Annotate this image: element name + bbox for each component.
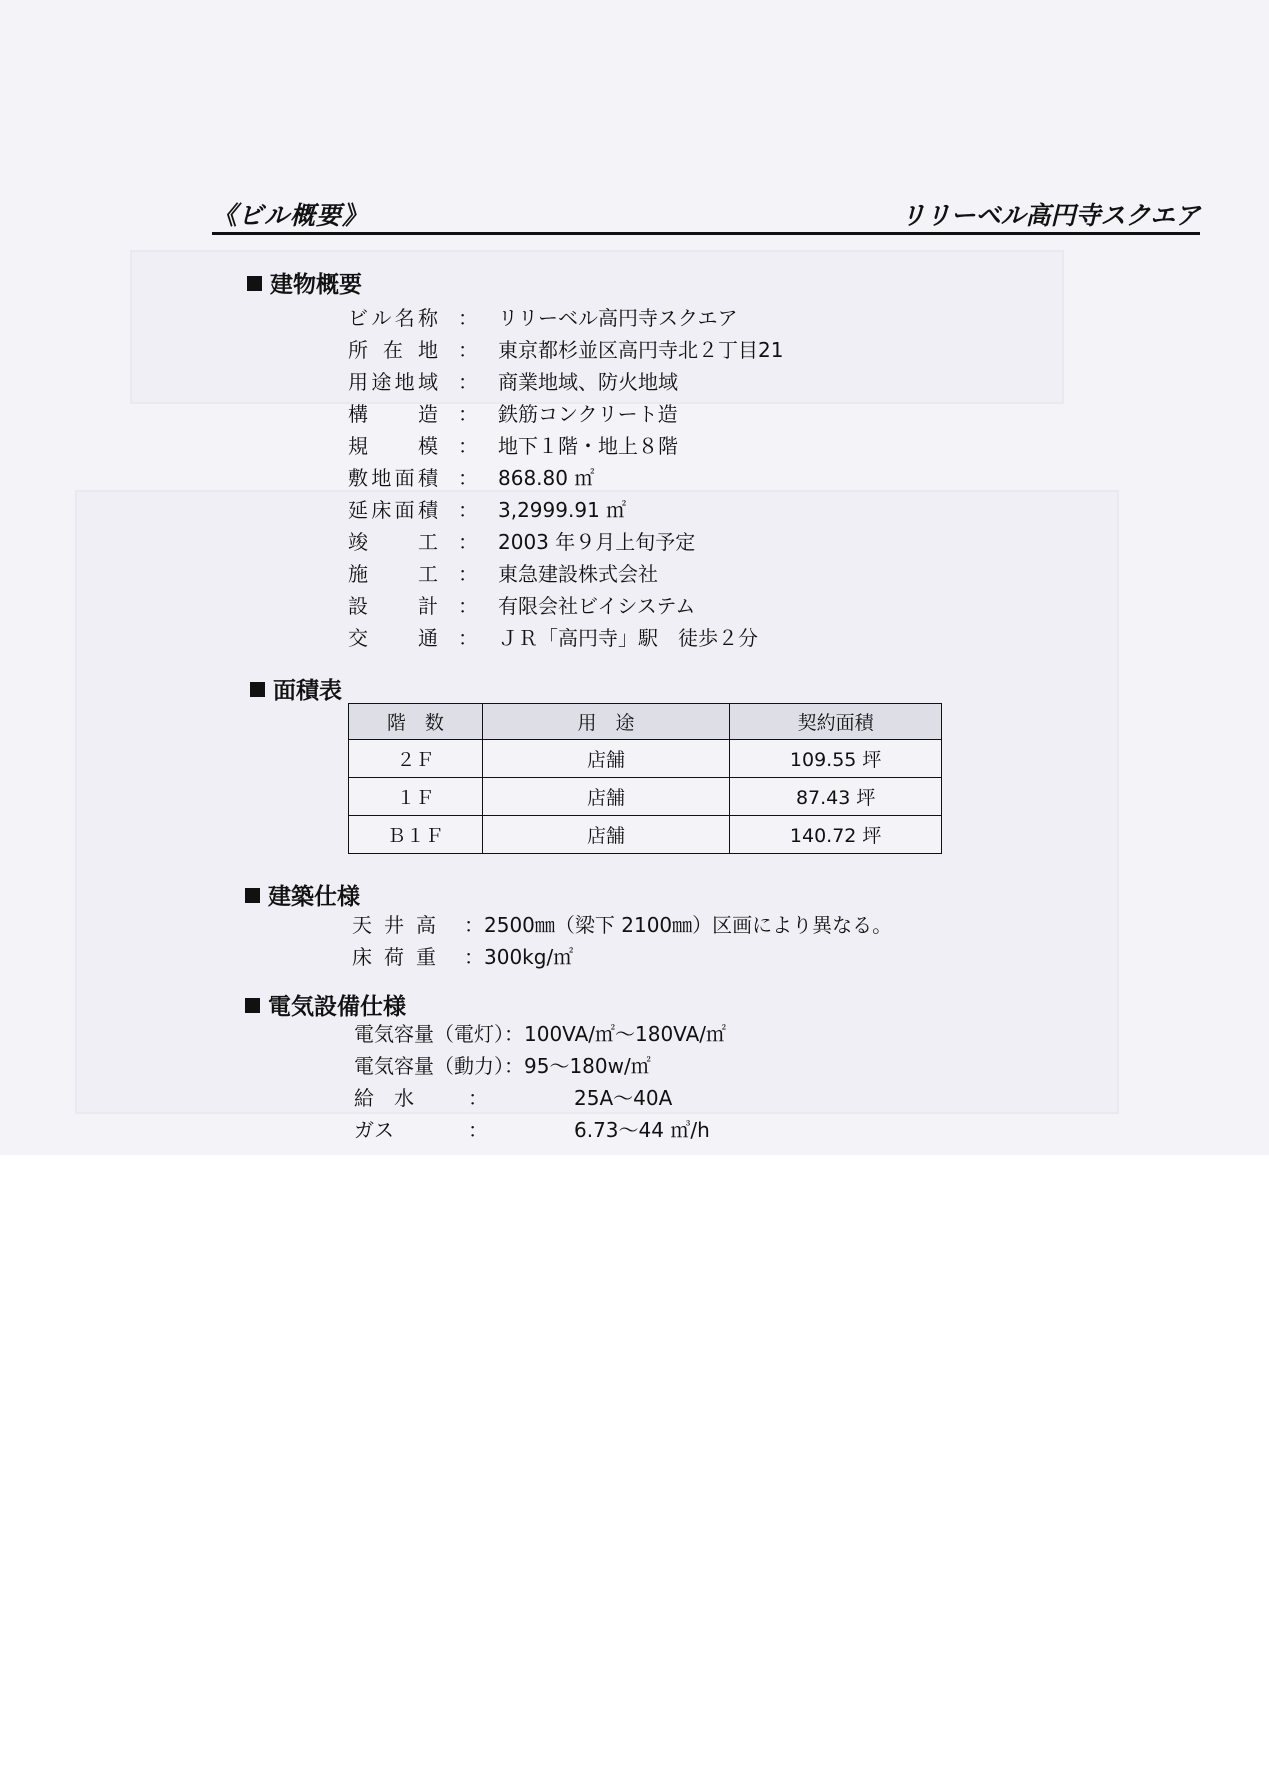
row-text: 電気容量（電灯）：100VA/㎡～180VA/㎡	[354, 1022, 726, 1046]
column-header-floor: 階 数	[349, 704, 483, 740]
square-bullet-icon	[245, 888, 260, 903]
row-colon: ：	[468, 1086, 488, 1110]
row-colon: ：	[458, 370, 478, 394]
row-label: 天井高	[352, 913, 436, 937]
area-table	[348, 703, 942, 854]
row-value: 東急建設株式会社	[498, 562, 658, 586]
cell-usage: 店舗	[482, 740, 730, 778]
section-heading: 面積表	[273, 678, 342, 704]
row-label: 所在地	[348, 338, 438, 362]
row-label: 延床面積	[348, 498, 438, 522]
row-label: 床荷重	[352, 945, 436, 969]
row-value: 3,2999.91 ㎡	[498, 498, 627, 522]
cell-floor: Ｂ１Ｆ	[349, 816, 483, 854]
row-label: 用途地域	[348, 370, 438, 394]
square-bullet-icon	[245, 998, 260, 1013]
row-colon: ：	[458, 306, 478, 330]
row-value: 有限会社ビイシステム	[498, 594, 696, 618]
row-value: 25A～40A	[574, 1086, 673, 1110]
row-colon: ：	[458, 434, 478, 458]
cell-floor: ２Ｆ	[349, 740, 483, 778]
row-label: 竣工	[348, 530, 438, 554]
row-label: 設計	[348, 594, 438, 618]
row-colon: ：	[458, 562, 478, 586]
row-label: 給 水	[354, 1086, 414, 1110]
row-value: ＪＲ「高円寺」駅 徒歩２分	[498, 626, 758, 650]
cell-floor: １Ｆ	[349, 778, 483, 816]
row-value: 地下１階・地上８階	[498, 434, 678, 458]
cell-contract-area: 87.43 坪	[730, 778, 942, 816]
page-header	[212, 196, 1200, 235]
row-label: 構造	[348, 402, 438, 426]
row-value: リリーベル高円寺スクエア	[498, 306, 738, 330]
table-row	[349, 740, 942, 778]
row-value: 868.80 ㎡	[498, 466, 595, 490]
row-label: 交通	[348, 626, 438, 650]
row-label: 敷地面積	[348, 466, 438, 490]
cell-usage: 店舗	[482, 778, 730, 816]
header-title-left: 《ビル概要》	[212, 201, 369, 230]
row-label: ガス	[354, 1118, 394, 1142]
column-header-usage: 用 途	[482, 704, 730, 740]
row-colon: ：	[458, 402, 478, 426]
row-colon: ：	[468, 1118, 488, 1142]
section-electric-spec	[245, 988, 406, 1021]
row-value: 東京都杉並区高円寺北２丁目21	[498, 338, 784, 362]
row-colon: ：	[458, 466, 478, 490]
row-colon: ：	[458, 594, 478, 618]
row-colon: ：	[458, 338, 478, 362]
section-building-spec	[245, 878, 360, 911]
row-value: 商業地域、防火地域	[498, 370, 678, 394]
square-bullet-icon	[247, 276, 262, 291]
header-title-right: リリーベル高円寺スクエア	[900, 201, 1200, 230]
row-label: ビル名称	[348, 306, 438, 330]
row-label: 規模	[348, 434, 438, 458]
table-row	[349, 816, 942, 854]
row-value: ：2500㎜（梁下 2100㎜）区画により異なる。	[464, 913, 893, 937]
section-heading: 電気設備仕様	[268, 994, 406, 1020]
row-value: 鉄筋コンクリート造	[498, 402, 678, 426]
row-colon: ：	[458, 626, 478, 650]
section-heading: 建築仕様	[268, 884, 360, 910]
row-colon: ：	[458, 530, 478, 554]
square-bullet-icon	[250, 682, 265, 697]
section-area-table	[250, 672, 342, 705]
section-heading: 建物概要	[270, 272, 362, 298]
table-header-row	[349, 704, 942, 740]
row-text: 電気容量（動力）：95～180w/㎡	[354, 1054, 651, 1078]
table-row	[349, 778, 942, 816]
row-label: 施工	[348, 562, 438, 586]
row-value: 2003 年９月上旬予定	[498, 530, 696, 554]
row-value: ：300kg/㎡	[464, 945, 574, 969]
column-header-contract-area: 契約面積	[730, 704, 942, 740]
cell-contract-area: 109.55 坪	[730, 740, 942, 778]
row-colon: ：	[458, 498, 478, 522]
cell-contract-area: 140.72 坪	[730, 816, 942, 854]
row-value: 6.73～44 ㎥/h	[574, 1118, 710, 1142]
section-building-overview	[247, 266, 362, 299]
cell-usage: 店舗	[482, 816, 730, 854]
